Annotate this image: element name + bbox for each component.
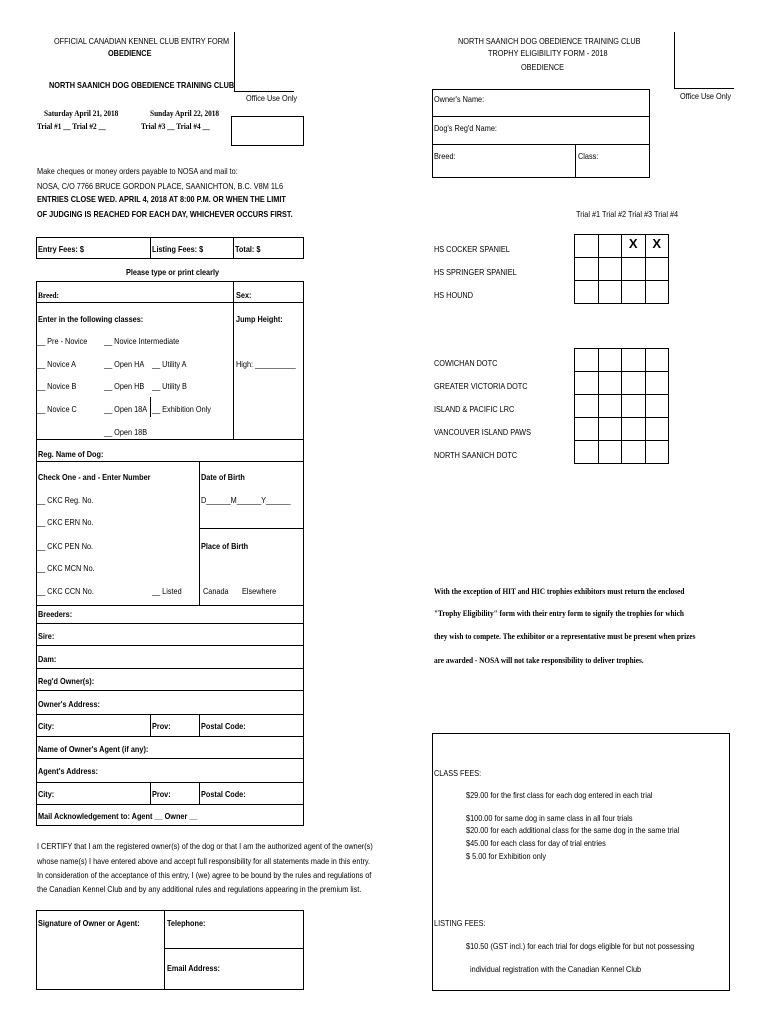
- trophy-class-field[interactable]: Class:: [578, 151, 599, 161]
- class-utility-a[interactable]: __ Utility A: [152, 359, 187, 369]
- trial-checkbox[interactable]: [574, 280, 599, 304]
- sunday-date: Sunday April 22, 2018: [150, 108, 220, 118]
- class-open-18b[interactable]: __ Open 18B: [104, 427, 148, 437]
- class-novice-intermediate[interactable]: __ Novice Intermediate: [104, 336, 180, 346]
- listing-fees-title: LISTING FEES:: [434, 918, 486, 928]
- agent-prov-field[interactable]: Prov:: [152, 789, 171, 799]
- trial-checkbox[interactable]: [645, 417, 670, 441]
- office-use-box: [231, 116, 304, 146]
- certify-line-1: I CERTIFY that I am the registered owner(s) of the dog or that I am the authorized agent of the owner(s): [37, 841, 373, 851]
- class-novice-a[interactable]: __ Novice A: [37, 359, 77, 369]
- class-pre-novice[interactable]: __ Pre - Novice: [37, 336, 88, 346]
- certify-line-2: whose name(s) I have entered above and accept full responsibility for all statements made in this entry.: [37, 856, 371, 866]
- trial-checkbox[interactable]: X: [645, 234, 670, 258]
- breeders-field[interactable]: Breeders:: [38, 609, 73, 619]
- trophy-form-club: NORTH SAANICH DOG OBEDIENCE TRAINING CLUB: [458, 36, 641, 46]
- signature-field[interactable]: Signature of Owner or Agent:: [38, 918, 140, 928]
- trial-checkbox[interactable]: [621, 417, 646, 441]
- check-one-label: Check One - and - Enter Number: [38, 472, 151, 482]
- owner-city-field[interactable]: City:: [38, 721, 55, 731]
- sire-field[interactable]: Sire:: [38, 631, 55, 641]
- class-open-hb[interactable]: __ Open HB: [104, 381, 145, 391]
- total-field[interactable]: Total: $: [235, 244, 261, 254]
- certify-line-4: the Canadian Kennel Club and by any additional rules and regulations appearing in the premium list.: [37, 884, 362, 894]
- trial-checkbox[interactable]: [645, 440, 670, 464]
- class-fees-title: CLASS FEES:: [434, 768, 482, 778]
- trophy-office-use: Office Use Only: [680, 91, 732, 101]
- regd-owners-field[interactable]: Reg'd Owner(s):: [38, 676, 95, 686]
- trial-checkbox[interactable]: [598, 417, 623, 441]
- deadline-line-1: ENTRIES CLOSE WED. APRIL 4, 2018 AT 8:00 P.M. OR WHEN THE LIMIT: [37, 194, 286, 204]
- telephone-field[interactable]: Telephone:: [167, 918, 206, 928]
- agent-name-field[interactable]: Name of Owner's Agent (if any):: [38, 744, 149, 754]
- trial-column-headers: Trial #1 Trial #2 Trial #3 Trial #4: [576, 209, 679, 219]
- notice-line-1: With the exception of HIT and HIC trophies exhibitors must return the enclosed: [434, 586, 685, 596]
- jump-height-label: Jump Height:: [236, 314, 283, 324]
- dob-field[interactable]: D______M______Y______: [201, 495, 291, 505]
- class-novice-c[interactable]: __ Novice C: [37, 404, 77, 414]
- trial-checkbox[interactable]: [621, 257, 646, 281]
- owner-name-field[interactable]: Owner's Name:: [434, 94, 485, 104]
- trial-checkbox[interactable]: [598, 234, 623, 258]
- trial-checkbox[interactable]: [645, 348, 670, 372]
- club-trophy-3: VANCOUVER ISLAND PAWS: [434, 427, 531, 437]
- ckc-reg-option[interactable]: __ CKC Reg. No.: [37, 495, 94, 505]
- trial-checkbox[interactable]: [598, 371, 623, 395]
- listing-fee-1: individual registration with the Canadian Kennel Club: [470, 964, 642, 974]
- trophy-breed-field[interactable]: Breed:: [434, 151, 456, 161]
- ckc-ccn-option[interactable]: __ CKC CCN No.: [37, 586, 94, 596]
- trials-saturday[interactable]: Trial #1 __ Trial #2 __: [37, 121, 106, 131]
- notice-line-4: are awarded - NOSA will not take responsibility to deliver trophies.: [434, 655, 644, 665]
- trophy-form-title: TROPHY ELIGIBILITY FORM - 2018: [488, 48, 608, 58]
- listing-fees-field[interactable]: Listing Fees: $: [152, 244, 204, 254]
- dog-name-field[interactable]: Dog's Reg'd Name:: [434, 123, 497, 133]
- trial-checkbox[interactable]: [621, 348, 646, 372]
- trial-checkbox[interactable]: [574, 440, 599, 464]
- trial-checkbox[interactable]: [574, 234, 599, 258]
- agent-city-field[interactable]: City:: [38, 789, 55, 799]
- class-open-ha[interactable]: __ Open HA: [104, 359, 145, 369]
- mail-ack-field[interactable]: Mail Acknowledgement to: Agent __ Owner __: [38, 811, 198, 821]
- ckc-ern-option[interactable]: __ CKC ERN No.: [37, 517, 94, 527]
- club-trophy-4: NORTH SAANICH DOTC: [434, 450, 518, 460]
- dob-label: Date of Birth: [201, 472, 245, 482]
- club-trophy-1: GREATER VICTORIA DOTC: [434, 381, 528, 391]
- classes-label: Enter in the following classes:: [38, 314, 144, 324]
- payment-line-1: Make cheques or money orders payable to NOSA and mail to:: [37, 166, 238, 176]
- trial-checkbox[interactable]: [598, 440, 623, 464]
- agent-postal-field[interactable]: Postal Code:: [201, 789, 246, 799]
- club-trophy-2: ISLAND & PACIFIC LRC: [434, 404, 515, 414]
- owner-postal-field[interactable]: Postal Code:: [201, 721, 246, 731]
- trial-checkbox[interactable]: [621, 280, 646, 304]
- reg-name-field[interactable]: Reg. Name of Dog:: [38, 449, 104, 459]
- listing-fee-0: $10.50 (GST incl.) for each trial for dogs eligible for but not possessing: [466, 941, 695, 951]
- class-fee-3: $45.00 for each class for day of trial entries: [466, 838, 606, 848]
- canada-option[interactable]: Canada: [203, 586, 229, 596]
- notice-line-3: they wish to compete. The exhibitor or a representative must be present when prizes: [434, 631, 696, 641]
- form-title: OFFICIAL CANADIAN KENNEL CLUB ENTRY FORM: [54, 36, 230, 46]
- sex-field[interactable]: Sex:: [236, 290, 252, 300]
- trial-checkbox[interactable]: [621, 394, 646, 418]
- print-clearly: Please type or print clearly: [126, 267, 220, 277]
- owner-prov-field[interactable]: Prov:: [152, 721, 171, 731]
- saturday-date: Saturday April 21, 2018: [44, 108, 119, 118]
- trial-checkbox[interactable]: [645, 257, 670, 281]
- class-novice-b[interactable]: __ Novice B: [37, 381, 77, 391]
- trial-checkbox[interactable]: [621, 440, 646, 464]
- entry-fees-field[interactable]: Entry Fees: $: [38, 244, 84, 254]
- listed-option[interactable]: __ Listed: [152, 586, 182, 596]
- class-open-18a[interactable]: __ Open 18A: [104, 404, 148, 414]
- office-use-label: Office Use Only: [246, 93, 298, 103]
- agent-address-field[interactable]: Agent's Address:: [38, 766, 98, 776]
- notice-line-2: "Trophy Eligibility" form with their entry form to signify the trophies for which: [434, 608, 684, 618]
- trial-checkbox[interactable]: [598, 280, 623, 304]
- club-name: NORTH SAANICH DOG OBEDIENCE TRAINING CLUB: [49, 80, 235, 90]
- trial-checkbox[interactable]: [574, 348, 599, 372]
- club-trophy-0: COWICHAN DOTC: [434, 358, 498, 368]
- trial-checkbox[interactable]: [574, 371, 599, 395]
- class-utility-b[interactable]: __ Utility B: [152, 381, 187, 391]
- high-field[interactable]: High: __________: [236, 359, 296, 369]
- trial-checkbox[interactable]: [574, 417, 599, 441]
- trial-checkbox[interactable]: [598, 348, 623, 372]
- certify-line-3: In consideration of the acceptance of this entry, I (we) agree to be bound by the rules and regulations of: [37, 870, 372, 880]
- deadline-line-2: OF JUDGING IS REACHED FOR EACH DAY, WHICHEVER OCCURS FIRST.: [37, 209, 293, 219]
- trial-checkbox[interactable]: [645, 371, 670, 395]
- payment-line-2: NOSA, C/O 7766 BRUCE GORDON PLACE, SAANICHTON, B.C. V8M 1L6: [37, 181, 284, 191]
- trial-checkbox[interactable]: [645, 394, 670, 418]
- form-subtitle: OBEDIENCE: [108, 48, 152, 58]
- class-fee-2: $20.00 for each additional class for the same dog in the same trial: [466, 825, 680, 835]
- hs-trophy-0: HS COCKER SPANIEL: [434, 244, 510, 254]
- ckc-mcn-option[interactable]: __ CKC MCN No.: [37, 563, 95, 573]
- trial-checkbox[interactable]: [621, 371, 646, 395]
- trial-checkbox[interactable]: [574, 257, 599, 281]
- trial-checkbox[interactable]: [598, 394, 623, 418]
- class-exhibition[interactable]: __ Exhibition Only: [152, 404, 211, 414]
- class-fee-1: $100.00 for same dog in same class in all four trials: [466, 813, 633, 823]
- pob-label: Place of Birth: [201, 541, 249, 551]
- class-fee-4: $ 5.00 for Exhibition only: [466, 851, 547, 861]
- breed-field[interactable]: Breed:: [38, 290, 59, 300]
- hs-trophy-2: HS HOUND: [434, 290, 473, 300]
- trophy-form-subtitle: OBEDIENCE: [521, 62, 565, 72]
- hs-trophy-1: HS SPRINGER SPANIEL: [434, 267, 517, 277]
- ckc-pen-option[interactable]: __ CKC PEN No.: [37, 541, 94, 551]
- trial-checkbox[interactable]: [574, 394, 599, 418]
- trials-sunday[interactable]: Trial #3 __ Trial #4 __: [141, 121, 210, 131]
- trial-checkbox[interactable]: X: [621, 234, 646, 258]
- owners-address-field[interactable]: Owner's Address:: [38, 699, 101, 709]
- elsewhere-option[interactable]: Elsewhere: [242, 586, 277, 596]
- class-fee-0: $29.00 for the first class for each dog entered in each trial: [466, 790, 653, 800]
- trial-checkbox[interactable]: [598, 257, 623, 281]
- dam-field[interactable]: Dam:: [38, 654, 57, 664]
- trial-checkbox[interactable]: [645, 280, 670, 304]
- email-field[interactable]: Email Address:: [167, 963, 220, 973]
